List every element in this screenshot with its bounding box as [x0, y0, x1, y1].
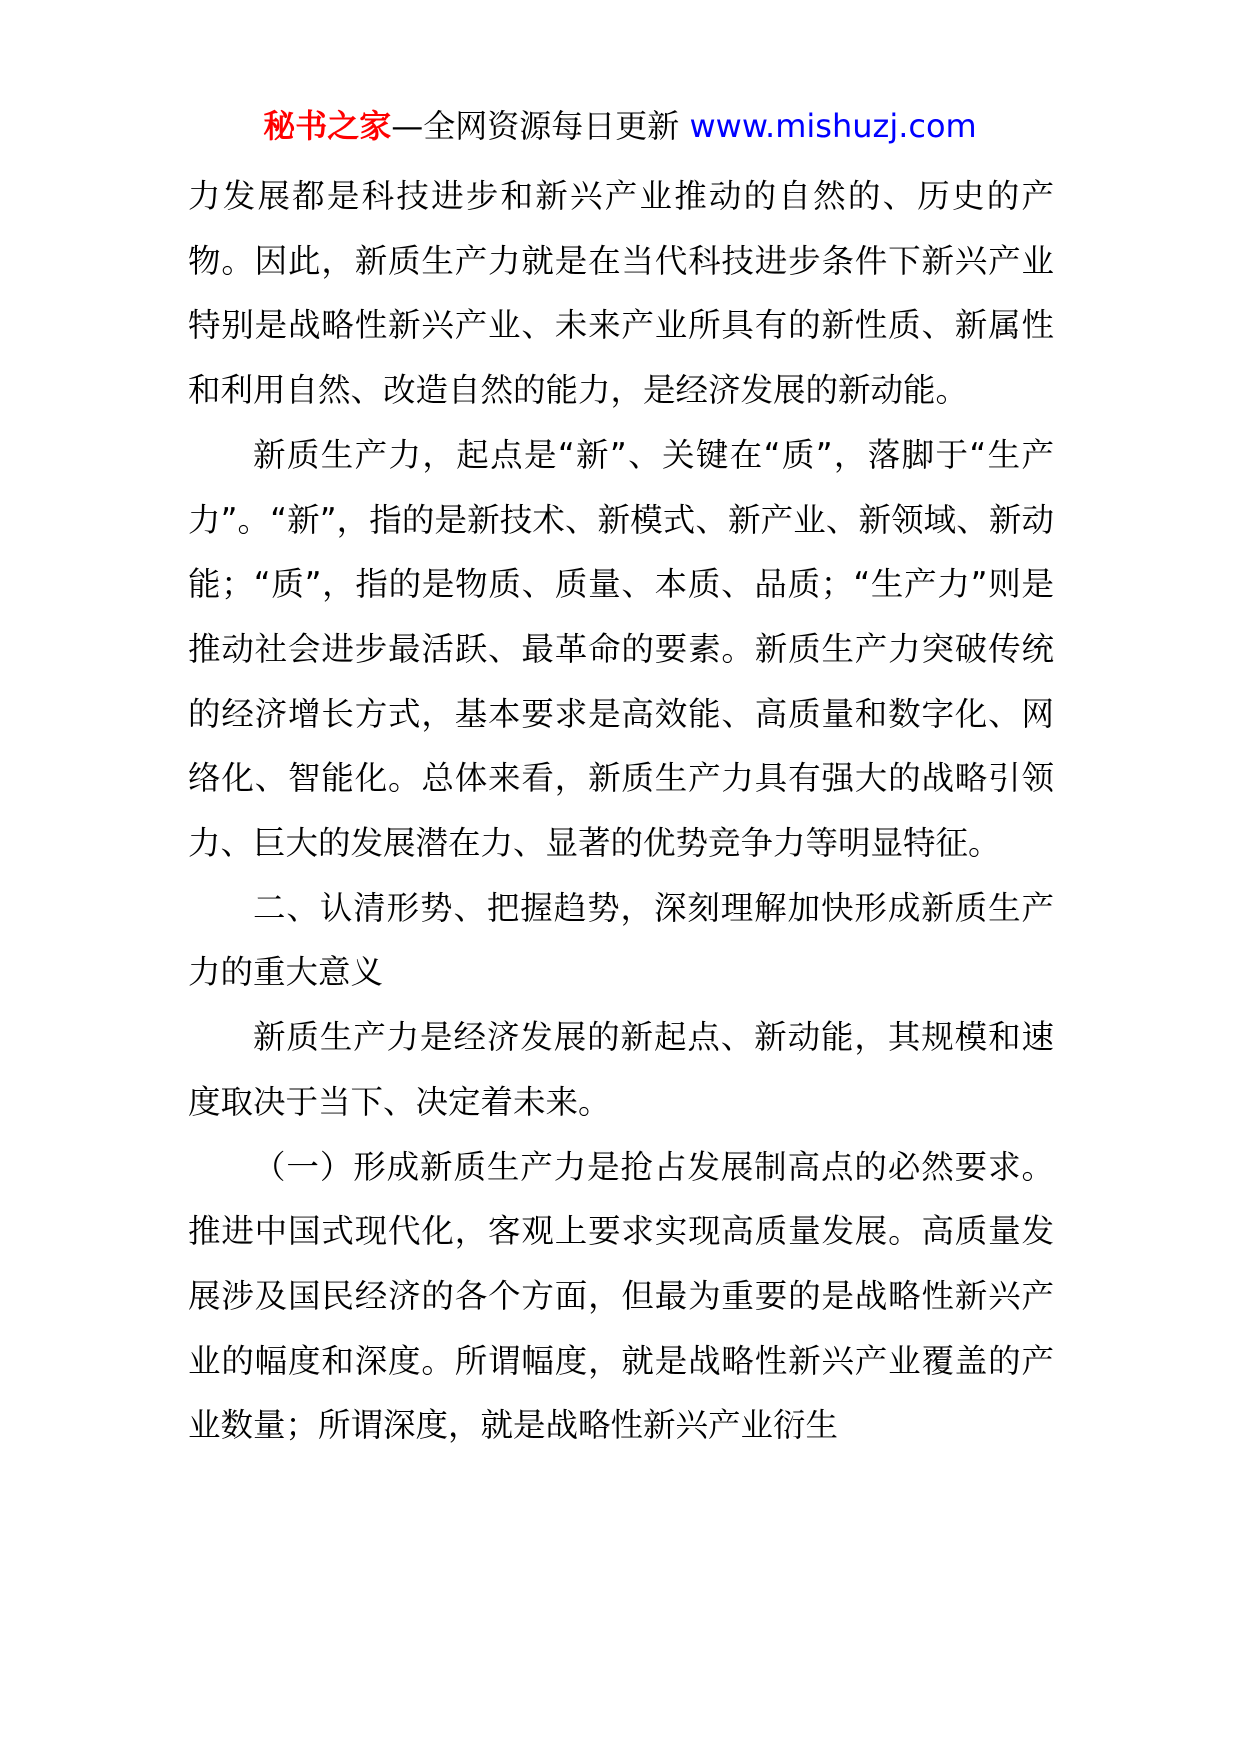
- header-url-link[interactable]: www.mishuzj.com: [689, 107, 977, 145]
- document-body: [188, 164, 1054, 1458]
- paragraph: （一）形成新质生产力是抢占发展制高点的必然要求。推进中国式现代化，客观上要求实现高质量发展。高质量发展涉及国民经济的各个方面，但最为重要的是战略性新兴产业的幅度和深度。所谓幅度，就是战略性新兴产业覆盖的产业数量；所谓深度，就是战略性新兴产业衍生: [188, 1147, 1054, 1445]
- header-tagline: —全网资源每日更新: [391, 107, 690, 145]
- paragraph: 新质生产力，起点是“新”、关键在“质”，落脚于“生产力”。“新”，指的是新技术、新模式、新产业、新领域、新动能；“质”，指的是物质、质量、本质、品质；“生产力”则是推动社会进步最活跃、最革命的要素。新质生产力突破传统的经济增长方式，基本要求是高效能、高质量和数字化、网络化、智能化。总体来看，新质生产力具有强大的战略引领力、巨大的发展潜在力、显著的优势竞争力等明显特征。: [188, 435, 1054, 863]
- section-heading: 二、认清形势、把握趋势，深刻理解加快形成新质生产力的重大意义: [188, 888, 1054, 992]
- page-header: [0, 104, 1240, 148]
- header-brand: 秘书之家: [263, 107, 392, 145]
- paragraph: 新质生产力是经济发展的新起点、新动能，其规模和速度取决于当下、决定着未来。: [188, 1018, 1054, 1121]
- paragraph-continued: 力发展都是科技进步和新兴产业推动的自然的、历史的产物。因此，新质生产力就是在当代科技进步条件下新兴产业特别是战略性新兴产业、未来产业所具有的新性质、新属性和利用自然、改造自然的能力，是经济发展的新动能。: [188, 177, 1054, 410]
